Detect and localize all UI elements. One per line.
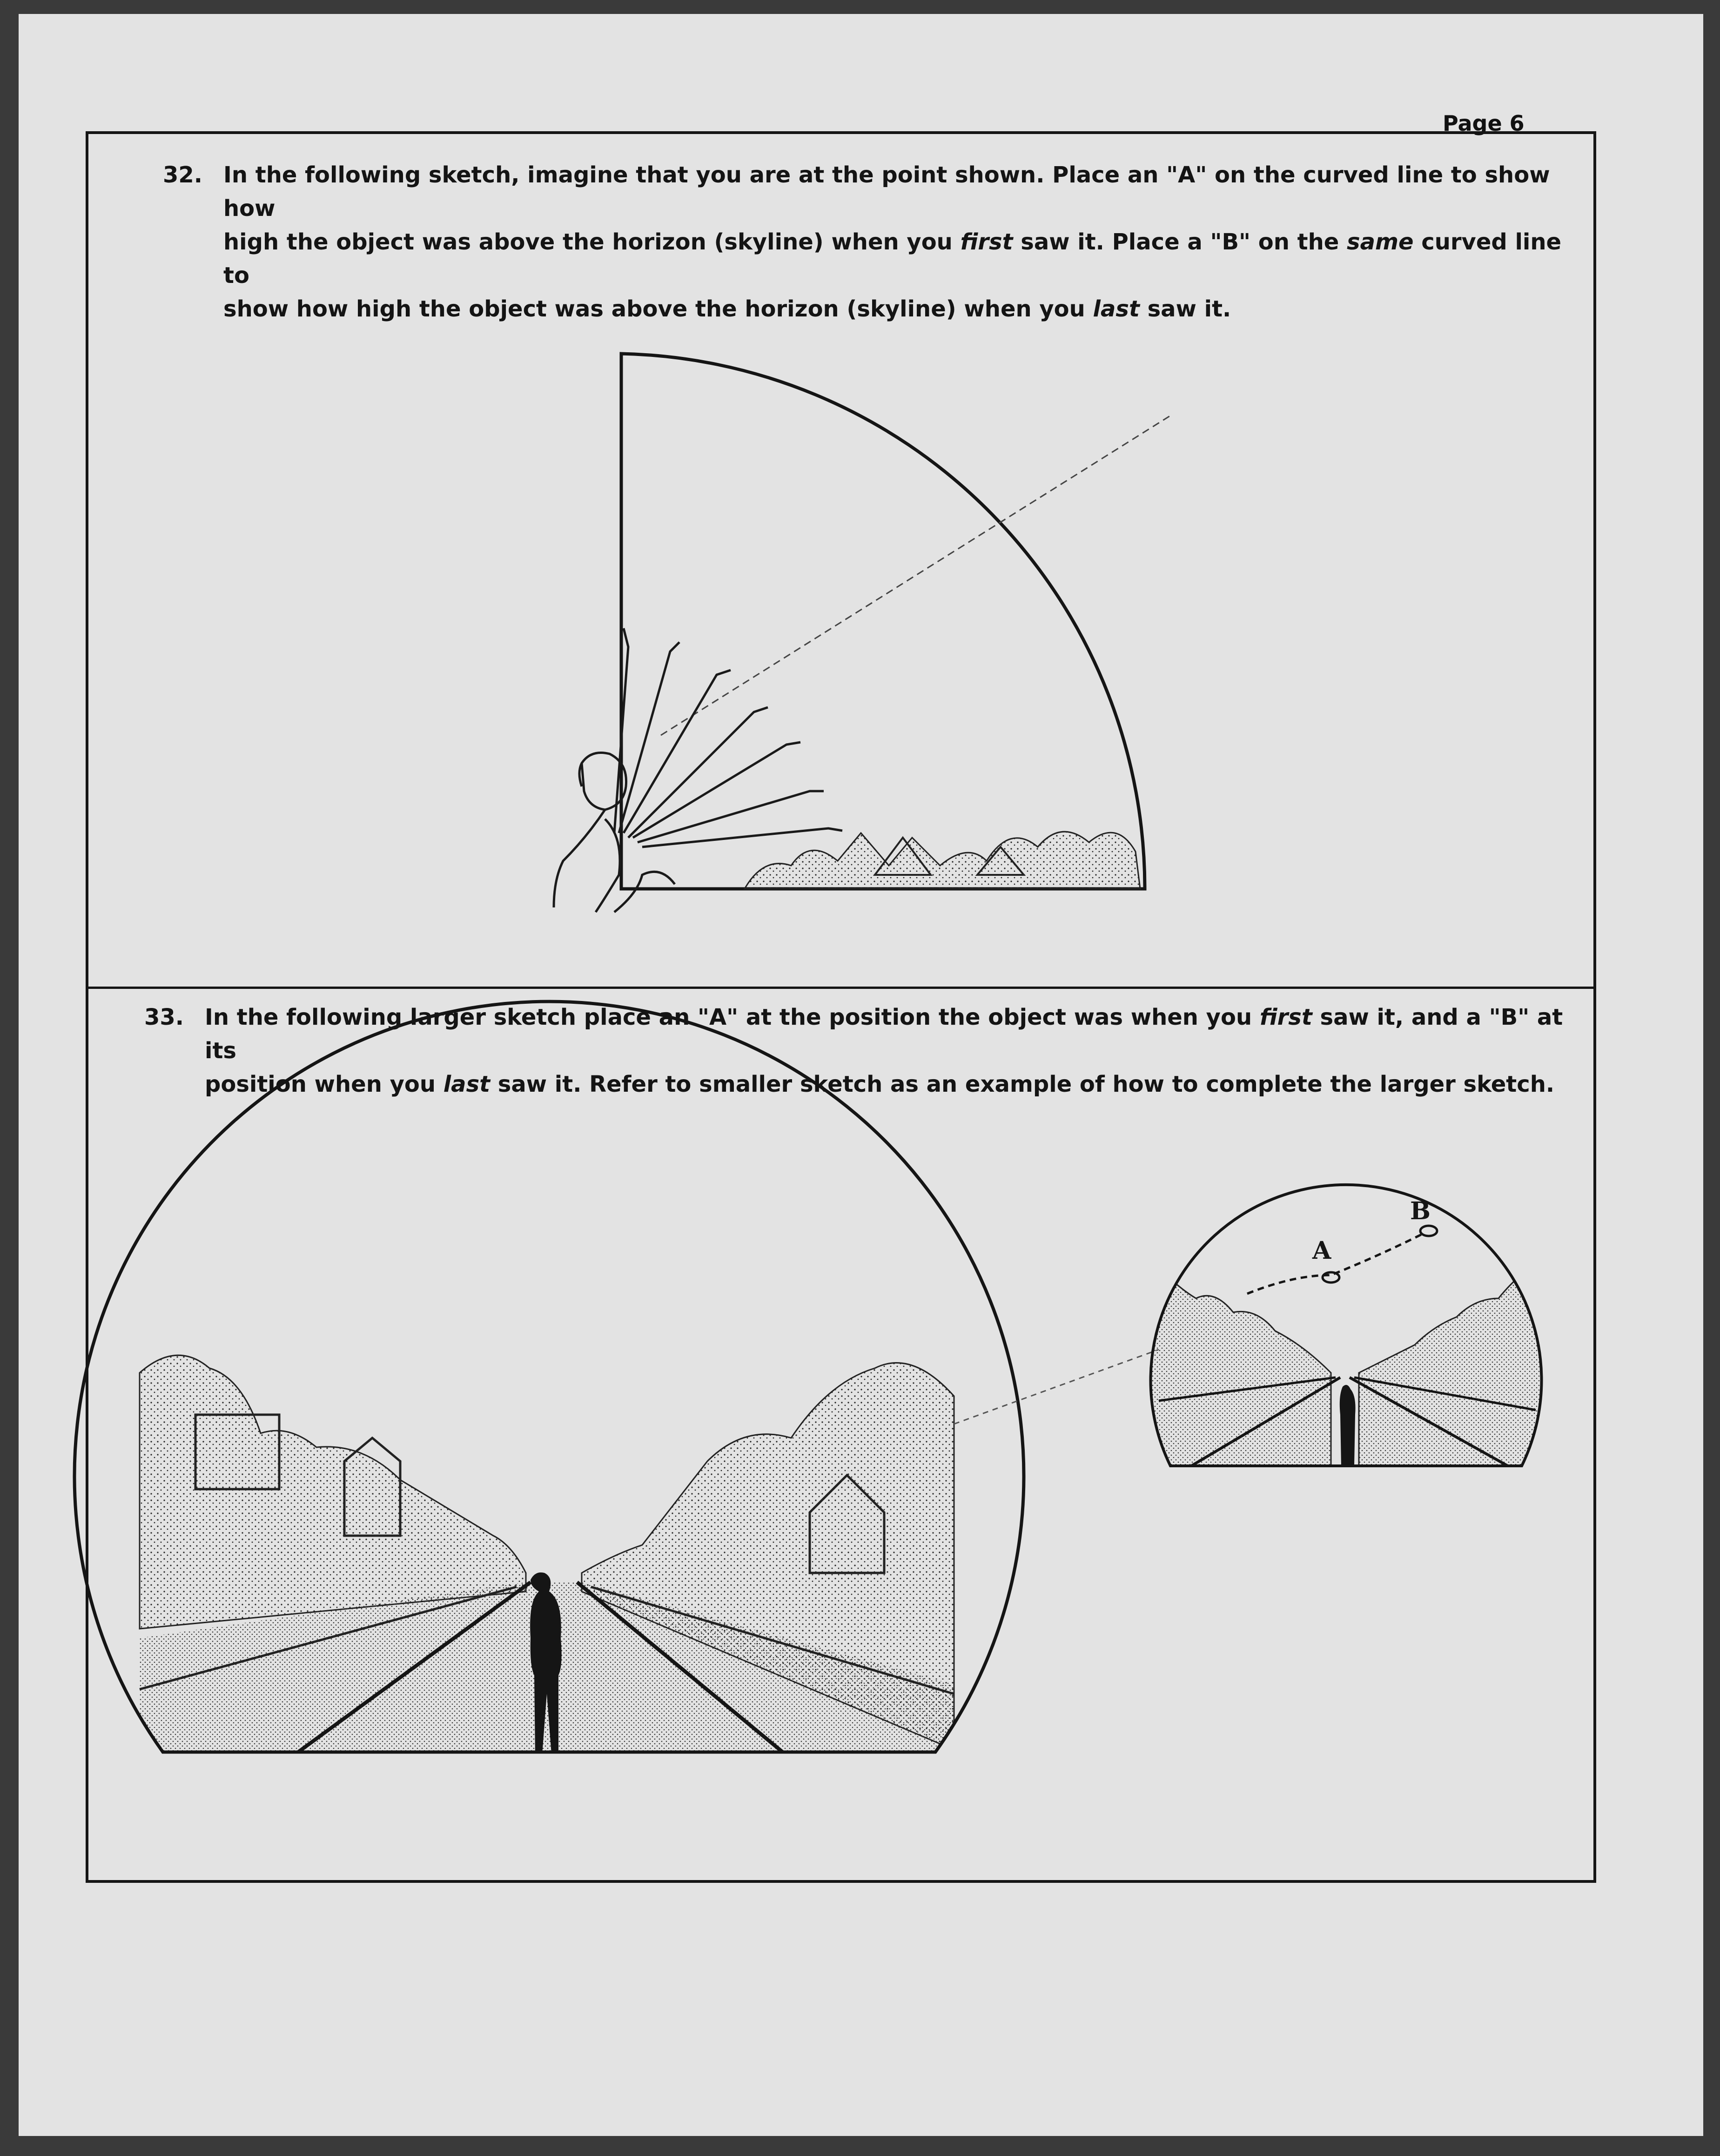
object-position-a — [1323, 1272, 1339, 1283]
quarter-circle-sketch[interactable] — [554, 354, 1173, 912]
skyline-trees — [745, 832, 1140, 889]
question-33-line-2: position when you last saw it. Refer to smaller sketch as an example of how to complete the larger sketch. — [205, 1071, 1555, 1097]
object-path-dashed — [1247, 1233, 1424, 1294]
quarter-circle-outline — [621, 354, 1145, 889]
emphasis-same: same — [1347, 229, 1414, 255]
question-33-number: 33. — [144, 1004, 184, 1030]
sight-line — [661, 414, 1173, 735]
emphasis-last: last — [1093, 296, 1140, 322]
left-tree-line — [140, 1355, 526, 1629]
page-number: Page 6 — [1443, 111, 1525, 136]
question-32-line-1: In the following sketch, imagine that you are at the point shown. Place an "A" on the curved line to show how — [223, 162, 1550, 222]
question-32-line-2: high the object was above the horizon (skyline) when you first saw it. Place a "B" on the same curved line to — [223, 229, 1562, 289]
object-position-b — [1420, 1226, 1437, 1236]
question-32-number: 32. — [163, 162, 203, 188]
question-33-line-1: In the following larger sketch place an "A" at the position the object was when you first saw it, and a "B" at its — [205, 1004, 1563, 1064]
example-standing-figure — [1340, 1385, 1356, 1466]
emphasis-last: last — [443, 1071, 490, 1097]
example-leader-line — [954, 1350, 1159, 1424]
large-street-scene-sketch[interactable] — [74, 1001, 1024, 1759]
emphasis-first: first — [960, 229, 1013, 255]
question-32-line-3: show how high the object was above the horizon (skyline) when you last saw it. — [223, 296, 1231, 322]
emphasis-first: first — [1259, 1004, 1312, 1030]
example-label-b: B — [1410, 1197, 1431, 1225]
small-example-sketch — [1149, 1185, 1545, 1489]
example-label-a: A — [1312, 1236, 1331, 1265]
